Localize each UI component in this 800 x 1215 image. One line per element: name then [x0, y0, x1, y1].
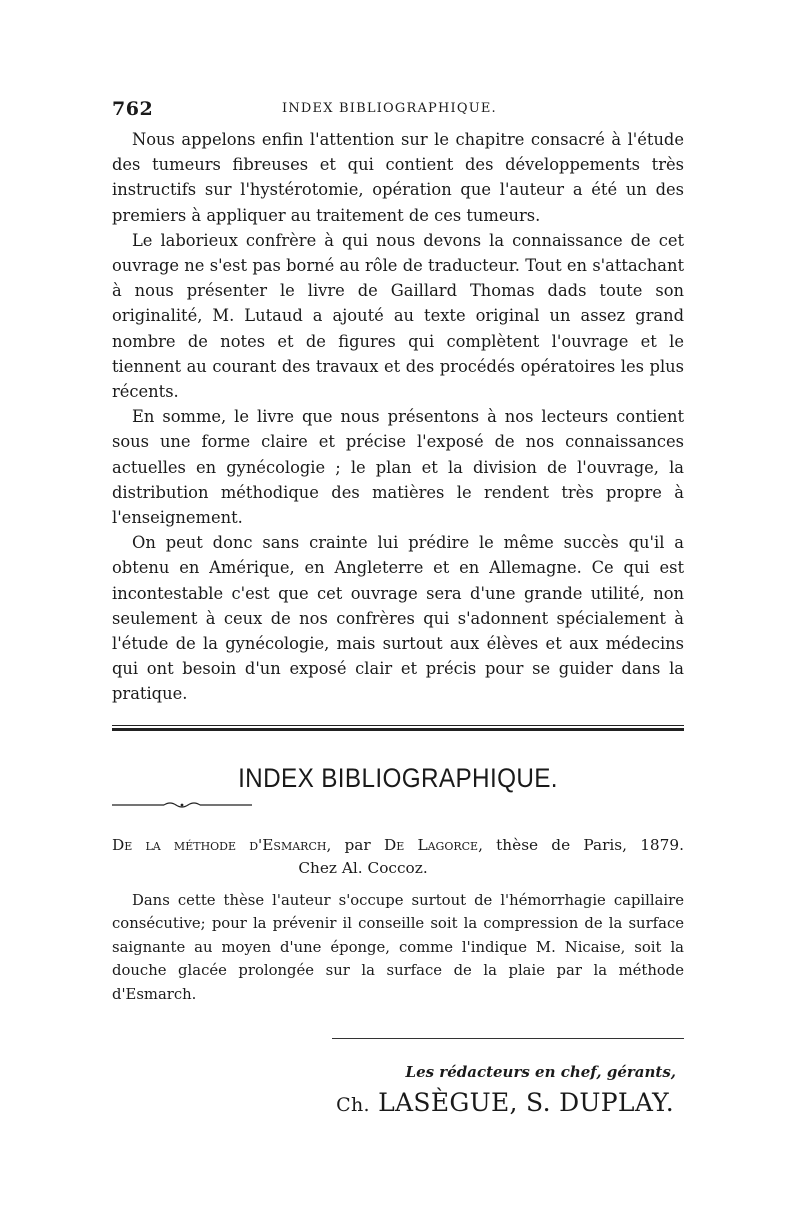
- ornament-divider-icon: [112, 800, 252, 810]
- entry-by: par: [344, 835, 371, 854]
- entry-details: thèse de Paris, 1879.: [496, 835, 684, 854]
- running-head: [112, 98, 684, 124]
- entry-summary: [112, 889, 684, 1007]
- entry-summary-text: Dans cette thèse l'auteur s'occupe surtout de l'hémorrhagie capillaire consécutive; pour la prévenir il conseille soit la compression de la surface saignante au moyen d'une éponge, comme l'indique M. Nicaise, soit la douche glacée prolongée sur la surface de la plaie par la méthode d'Esmarch.: [112, 891, 684, 1003]
- index-heading: INDEX BIBLIOGRAPHIQUE.: [238, 762, 558, 793]
- bibliography-entry: [112, 834, 684, 1007]
- section-divider-thick: [112, 728, 684, 731]
- signature-rule: [332, 1038, 684, 1039]
- signature-role: Les rédacteurs en chef, gérants,: [405, 1063, 676, 1082]
- entry-title: De la méthode d'Esmarch,: [112, 835, 332, 854]
- page-number: 762: [112, 98, 154, 120]
- page: [112, 98, 684, 1117]
- entry-citation: [112, 834, 684, 856]
- running-title: INDEX BIBLIOGRAPHIQUE.: [282, 101, 497, 116]
- paragraph: Le laborieux confrère à qui nous devons la connaissance de cet ouvrage ne s'est pas borné au rôle de traducteur. Tout en s'attachant à nous présenter le livre de Gaillard Thomas dads toute son originalité, M. Lutaud a ajouté au texte original un assez grand nombre de notes et de figures qui complètent l'ouvrage et le tiennent au courant des travaux et des procédés opératoires les plus récents.: [112, 230, 684, 402]
- paragraph: Nous appelons enfin l'attention sur le chapitre consacré à l'étude des tumeurs fibreuses et qui contient des développements très instructifs sur l'hystérotomie, opération que l'auteur a été un des premiers à appliquer au traitement de ces tumeurs.: [112, 130, 684, 225]
- entry-author: De Lagorce,: [383, 835, 483, 854]
- signature-editors: LASÈGUE, S. DUPLAY.: [378, 1088, 674, 1118]
- entry-publisher: Chez Al. Coccoz.: [298, 858, 428, 877]
- paragraph: On peut donc sans crainte lui prédire le même succès qu'il a obtenu en Amérique, en Angleterre et en Allemagne. Ce qui est incontestable c'est que cet ouvrage sera d'une grande utilité, non seulement à ceux de nos confrères qui s'adonnent spécialement à l'étude de la gynécologie, mais surtout aux élèves et aux médecins qui ont besoin d'un exposé clair et précis pour se guider dans la pratique.: [112, 533, 684, 704]
- paragraph: En somme, le livre que nous présentons à nos lecteurs contient sous une forme claire et précise l'exposé de nos connaissances actuelles en gynécologie ; le plan et la division de l'ouvrage, la distribution méthodique des matières le rendent très propre à l'enseignement.: [112, 407, 684, 528]
- signature-prefix: Ch.: [336, 1094, 370, 1117]
- body-text: [112, 127, 684, 707]
- signature-names: [112, 1088, 684, 1117]
- section-divider-thin: [112, 725, 684, 726]
